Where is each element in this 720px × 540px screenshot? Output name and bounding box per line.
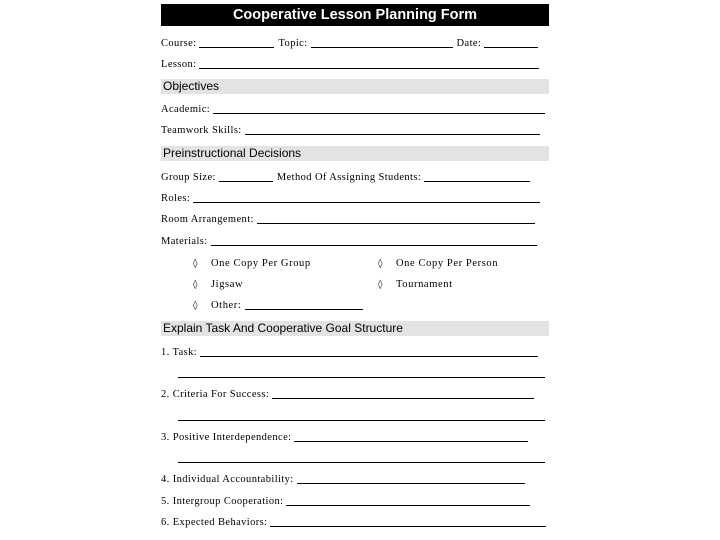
course-field[interactable]: [199, 36, 274, 48]
task-field[interactable]: [200, 345, 538, 357]
group-size-field[interactable]: [219, 170, 273, 182]
option-label: Jigsaw: [211, 279, 244, 290]
academic-row: [161, 101, 545, 115]
materials-label: Materials:: [161, 236, 208, 247]
intergroup-field[interactable]: [286, 494, 530, 506]
diamond-bullet-icon: ◊: [193, 301, 199, 311]
accountability-field[interactable]: [297, 472, 525, 484]
interdependence-label: 3. Positive Interdependence:: [161, 432, 292, 443]
room-label: Room Arrangement:: [161, 214, 254, 225]
topic-label: Topic:: [278, 38, 308, 49]
objectives-heading: Objectives: [161, 79, 549, 94]
option-one-copy-group[interactable]: [193, 255, 311, 269]
option-other[interactable]: [193, 297, 363, 311]
preinstructional-heading: Preinstructional Decisions: [161, 146, 549, 161]
intergroup-row: [161, 493, 530, 507]
diamond-bullet-icon: ◊: [193, 259, 199, 269]
task-row: [161, 344, 538, 358]
teamwork-label: Teamwork Skills:: [161, 125, 242, 136]
academic-label: Academic:: [161, 104, 211, 115]
expected-behaviors-field[interactable]: [270, 515, 546, 527]
option-label: Other:: [211, 300, 242, 311]
materials-row: [161, 233, 537, 247]
group-size-label: Group Size:: [161, 172, 216, 183]
task-label: 1. Task:: [161, 347, 198, 358]
academic-field[interactable]: [213, 102, 545, 114]
expected-behaviors-row: [161, 514, 546, 528]
option-one-copy-person[interactable]: [378, 255, 498, 269]
group-size-row: [161, 169, 530, 183]
roles-field[interactable]: [193, 191, 540, 203]
topic-field[interactable]: [311, 36, 453, 48]
interdependence-continuation-line[interactable]: [178, 462, 545, 463]
interdependence-field[interactable]: [294, 430, 528, 442]
teamwork-row: [161, 122, 540, 136]
diamond-bullet-icon: ◊: [193, 280, 199, 290]
criteria-row: [161, 386, 534, 400]
materials-field[interactable]: [211, 234, 537, 246]
task-continuation-line[interactable]: [178, 377, 545, 378]
method-field[interactable]: [424, 170, 530, 182]
room-row: [161, 211, 535, 225]
form-page: [161, 4, 549, 540]
lesson-field[interactable]: [199, 57, 539, 69]
diamond-bullet-icon: ◊: [378, 259, 384, 269]
criteria-label: 2. Criteria For Success:: [161, 389, 270, 400]
option-label: Tournament: [396, 279, 453, 290]
explain-heading: Explain Task And Cooperative Goal Structure: [161, 321, 549, 336]
criteria-continuation-line[interactable]: [178, 420, 545, 421]
other-field[interactable]: [245, 298, 363, 310]
option-label: One Copy Per Person: [396, 258, 499, 269]
option-tournament[interactable]: [378, 276, 453, 290]
option-jigsaw[interactable]: [193, 276, 243, 290]
interdependence-row: [161, 429, 528, 443]
criteria-field[interactable]: [272, 387, 534, 399]
expected-behaviors-label: 6. Expected Behaviors:: [161, 517, 268, 528]
roles-label: Roles:: [161, 193, 191, 204]
teamwork-field[interactable]: [245, 123, 540, 135]
course-topic-date-row: [161, 35, 538, 49]
intergroup-label: 5. Intergroup Cooperation:: [161, 496, 284, 507]
method-label: Method Of Assigning Students:: [276, 172, 422, 183]
diamond-bullet-icon: ◊: [378, 280, 384, 290]
course-label: Course:: [161, 38, 197, 49]
lesson-row: [161, 56, 539, 70]
date-label: Date:: [456, 38, 482, 49]
accountability-row: [161, 471, 525, 485]
option-label: One Copy Per Group: [211, 258, 311, 269]
date-field[interactable]: [484, 36, 538, 48]
accountability-label: 4. Individual Accountability:: [161, 474, 294, 485]
roles-row: [161, 190, 540, 204]
room-field[interactable]: [257, 212, 535, 224]
form-title: Cooperative Lesson Planning Form: [161, 4, 549, 26]
lesson-label: Lesson:: [161, 59, 197, 70]
